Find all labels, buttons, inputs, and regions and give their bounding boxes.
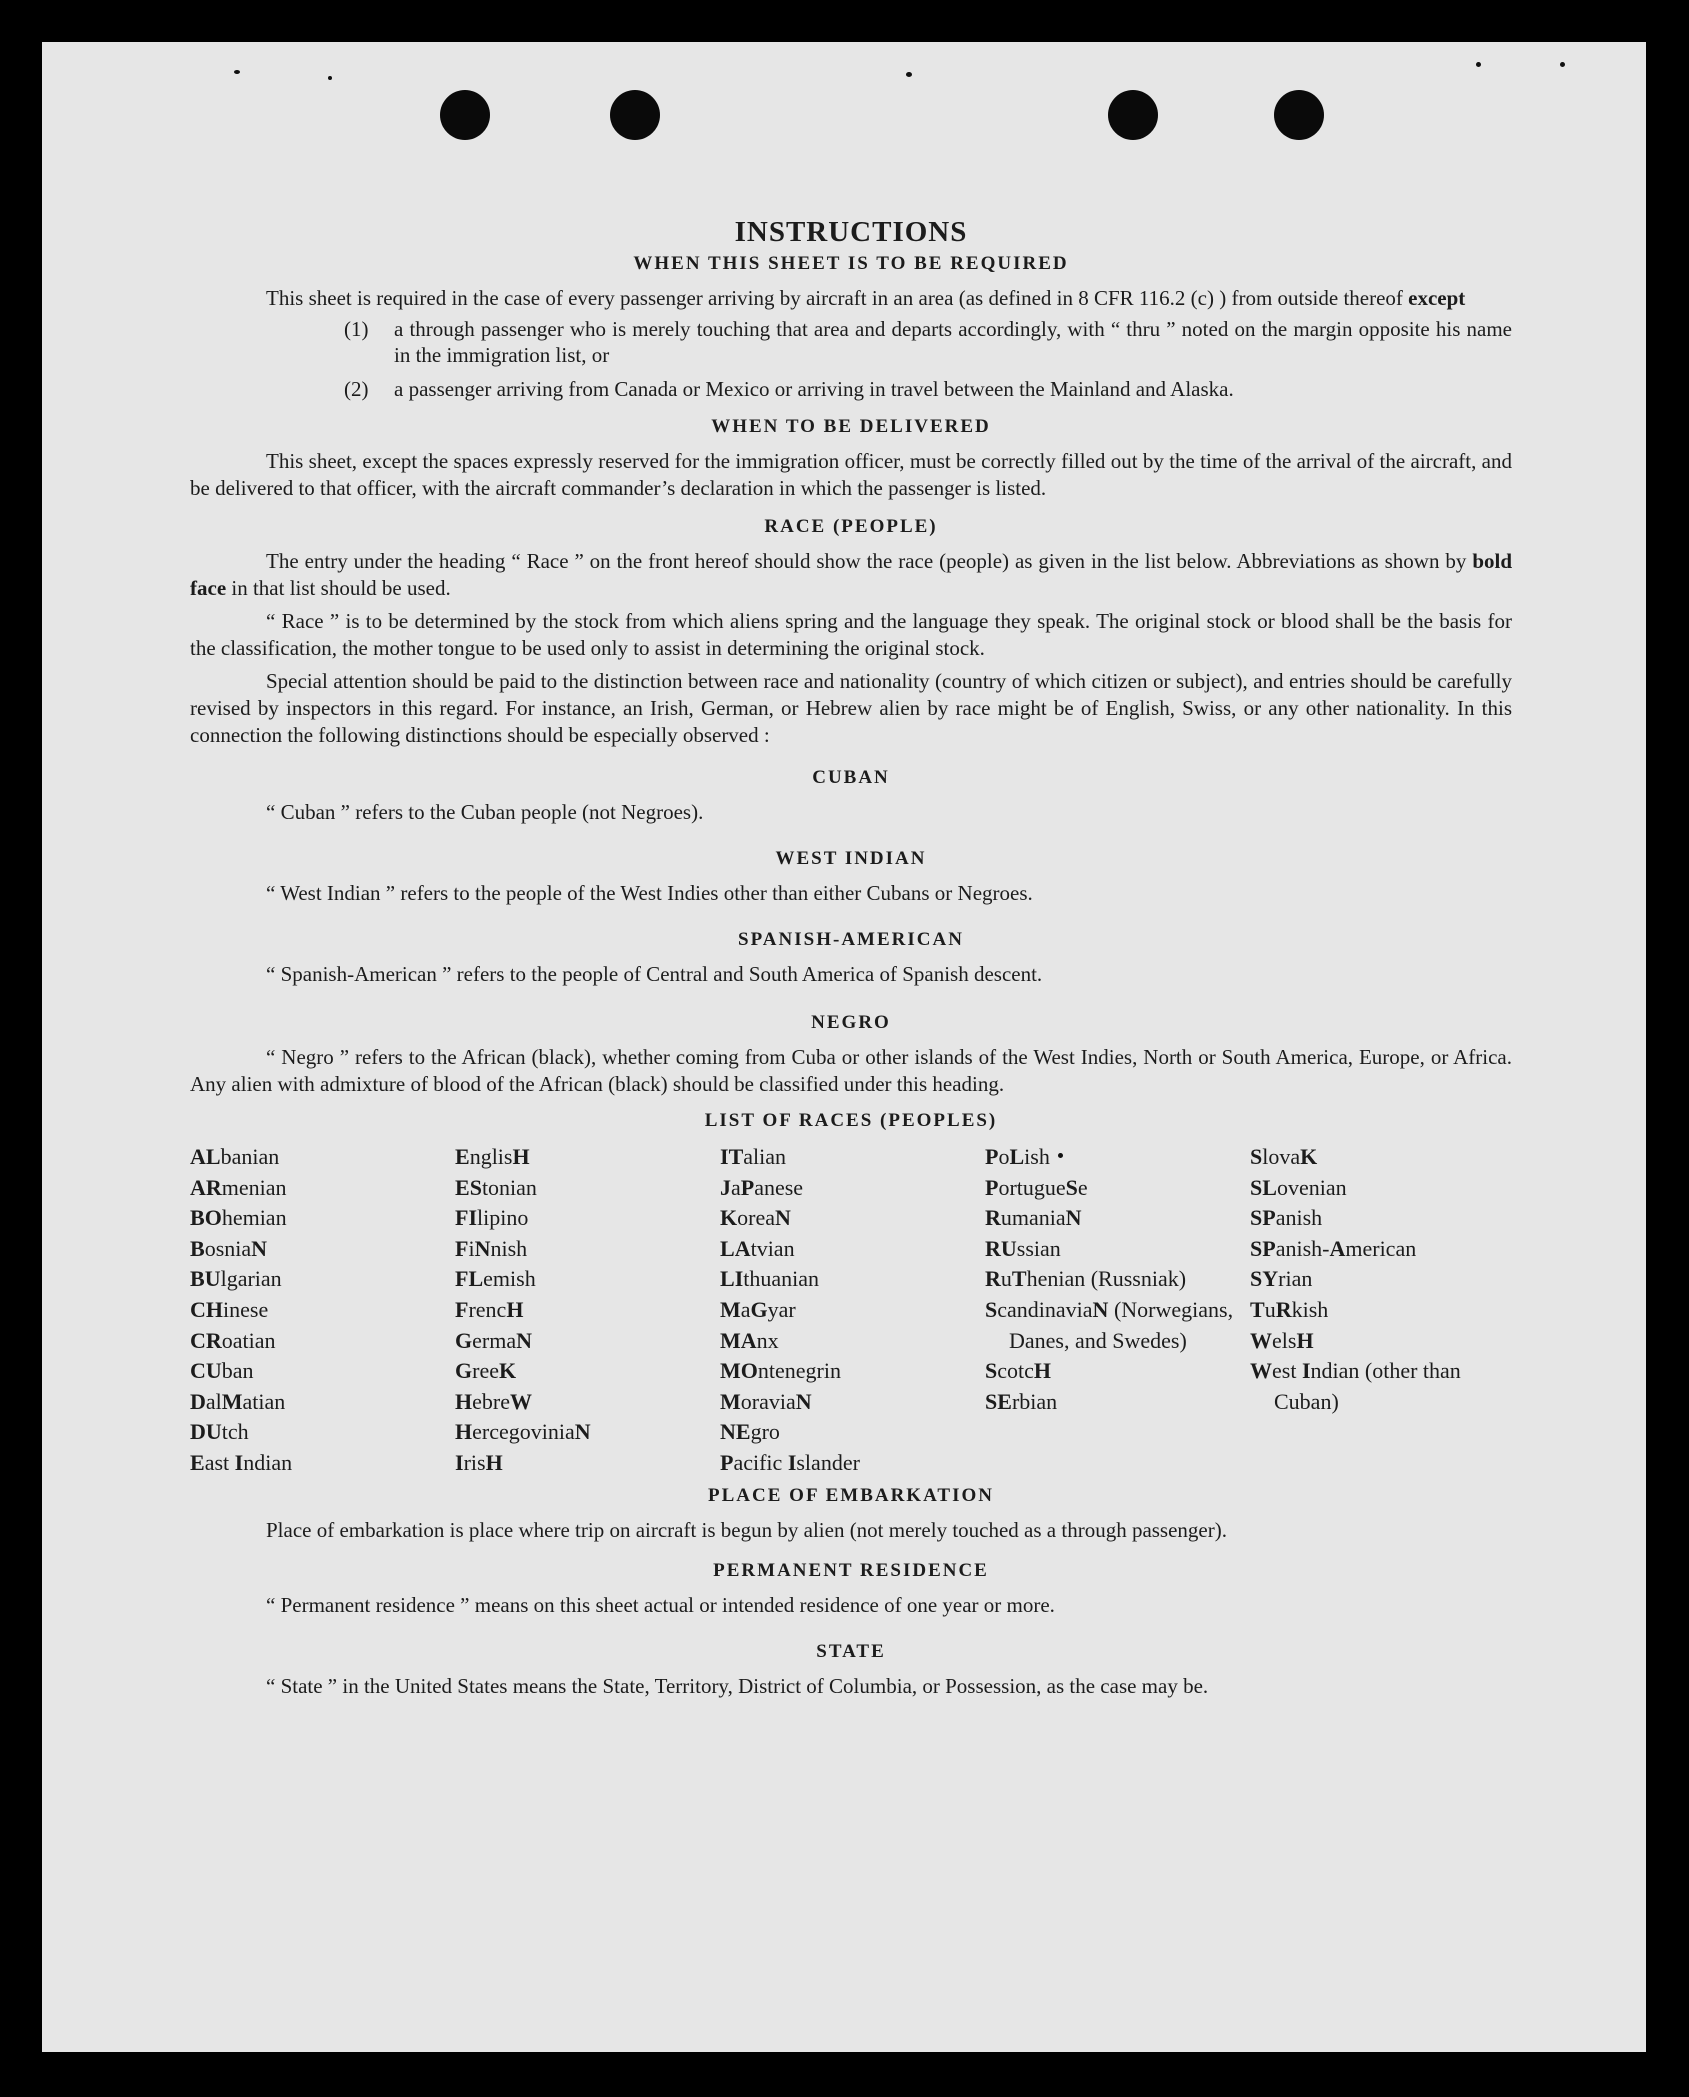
heading-west-indian: WEST INDIAN (775, 848, 927, 869)
race-entry: RumaniaN (985, 1205, 1082, 1231)
race-entry: DalMatian (190, 1388, 286, 1414)
races-column (720, 1142, 985, 1479)
punch-hole (1108, 90, 1158, 140)
punch-hole (610, 90, 660, 140)
race-entry: Pacific Islander (720, 1449, 860, 1475)
west-indian-text: “ West Indian ” refers to the people of the West Indies other than either Cubans or Negroes. (266, 881, 1033, 905)
heading-negro: NEGRO (811, 1012, 891, 1033)
heading-delivered: WHEN TO BE DELIVERED (711, 416, 991, 437)
race-entry: SPanish (1250, 1205, 1323, 1231)
speck (1560, 62, 1565, 67)
race-entry: JaPanese (720, 1174, 804, 1200)
race-entry: MOntenegrin (720, 1358, 841, 1384)
race-entry: LAtvian (720, 1235, 795, 1261)
races-list (190, 1142, 1512, 1479)
speck (1476, 62, 1481, 67)
heading-spanish-american: SPANISH-AMERICAN (738, 929, 964, 950)
race-entry: FLemish (455, 1266, 536, 1292)
race-entry: HercegoviniaN (455, 1419, 591, 1445)
race-entry: SErbian (985, 1388, 1058, 1414)
races-column (455, 1142, 720, 1479)
race-entry: LIthuanian (720, 1266, 820, 1292)
cuban-text: “ Cuban ” refers to the Cuban people (not Negroes). (266, 800, 704, 824)
race-entry: EnglisH (455, 1144, 530, 1169)
race-entry: PortugueSe (985, 1174, 1088, 1200)
race-entry: MaGyar (720, 1296, 796, 1322)
heading-state: STATE (816, 1640, 886, 1662)
race-entry: SLovenian (1250, 1174, 1347, 1200)
punch-hole (1274, 90, 1324, 140)
race-entry: HebreW (455, 1388, 532, 1414)
races-column (1250, 1142, 1470, 1479)
race-entry: EStonian (455, 1174, 537, 1200)
required-intro: This sheet is required in the case of every passenger arriving by aircraft in an area (as defined in 8 CFR 116.2 (c) ) from outside thereof except (266, 286, 1466, 310)
speck (906, 72, 912, 77)
race-entry: West Indian (other than Cuban) (1250, 1358, 1461, 1414)
race-entry: East Indian (190, 1449, 293, 1475)
required-item-2: (2) a passenger arriving from Canada or Mexico or arriving in travel between the Mainland and Alaska. (344, 377, 1234, 401)
race-paragraph-1: The entry under the heading “ Race ” on the front hereof should show the race (people) as given in the list below. Abbreviations as shown by bold face in that list should be used. (190, 549, 1513, 600)
race-entry: SYrian (1250, 1266, 1313, 1292)
race-entry: IrisH (455, 1449, 503, 1475)
embarkation-text: Place of embarkation is place where trip on aircraft is begun by alien (not merely touched as a through passenger). (266, 1517, 1227, 1542)
delivered-text: This sheet, except the spaces expressly reserved for the immigration officer, must be correctly filled out by the time of the arrival of the aircraft, and be delivered to that officer, with the aircraft commander’s declaration in which the passenger is listed. (190, 449, 1512, 500)
heading-race: RACE (PEOPLE) (764, 516, 938, 537)
race-entry: GreeK (455, 1358, 517, 1384)
race-entry: DUtch (190, 1419, 249, 1445)
race-entry: SlovaK (1250, 1144, 1318, 1169)
race-entry: ScotcH (985, 1358, 1052, 1384)
race-entry: CHinese (190, 1296, 269, 1322)
race-entry: CUban (190, 1358, 254, 1384)
race-entry: MAnx (720, 1327, 779, 1353)
race-entry: PoLish (985, 1144, 1050, 1169)
race-entry: ARmenian (190, 1174, 287, 1200)
race-entry: GermaN (455, 1327, 532, 1353)
race-entry: MoraviaN (720, 1388, 812, 1414)
required-item-1: (1) a through passenger who is merely touching that area and departs accordingly, with “ thru ” noted on the margin opposite his name in the immigration list, or (344, 317, 1512, 367)
speck (328, 76, 332, 80)
race-entry: SPanish-American (1250, 1235, 1417, 1261)
heading-list-of-races: LIST OF RACES (PEOPLES) (704, 1110, 998, 1131)
race-entry: ScandinaviaN (Norwegians, Danes, and Swedes) (985, 1296, 1234, 1353)
race-entry: WelsH (1250, 1327, 1314, 1353)
race-entry: BosniaN (190, 1235, 268, 1261)
race-entry: ALbanian (190, 1144, 280, 1169)
race-entry: BUlgarian (190, 1266, 282, 1292)
race-entry: CRoatian (190, 1327, 276, 1353)
heading-required: WHEN THIS SHEET IS TO BE REQUIRED (633, 253, 1069, 274)
race-paragraph-3: Special attention should be paid to the distinction between race and nationality (country of which citizen or subject), and entries should be carefully revised by inspectors in this regard. For instance, an Irish, German, or Hebrew alien by race might be of English, Swiss, or any other nationality. In this connection the following distinctions should be especially observed : (190, 669, 1512, 747)
race-entry: ITalian (720, 1144, 787, 1169)
heading-cuban: CUBAN (812, 767, 890, 788)
instructions-content (190, 170, 1512, 1700)
page-title: INSTRUCTIONS (734, 216, 968, 248)
race-entry: TuRkish (1250, 1296, 1329, 1322)
race-entry: NEgro (720, 1419, 780, 1445)
negro-text: “ Negro ” refers to the African (black), whether coming from Cuba or other islands of the West Indies, North or South America, Europe, or Africa. Any alien with admixture of blood of the African (black) should be classified under this heading. (190, 1045, 1512, 1096)
document-sheet (42, 42, 1646, 2052)
race-entry: KoreaN (720, 1205, 791, 1231)
race-entry: RuThenian (Russniak) (985, 1266, 1187, 1292)
spanish-american-text: “ Spanish-American ” refers to the people of Central and South America of Spanish descent. (266, 962, 1043, 986)
state-text: “ State ” in the United States means the State, Territory, District of Columbia, or Possession, as the case may be. (266, 1673, 1209, 1698)
race-entry: FrencH (455, 1296, 524, 1322)
race-entry: FIlipino (455, 1205, 529, 1231)
races-column (190, 1142, 455, 1479)
speck (234, 70, 240, 74)
heading-embarkation: PLACE OF EMBARKATION (708, 1484, 994, 1506)
race-paragraph-2: “ Race ” is to be determined by the stock from which aliens spring and the language they speak. The original stock or blood shall be the basis for the classification, the mother tongue to be used only to assist in determining the original stock. (190, 609, 1512, 660)
races-column (985, 1142, 1250, 1479)
heading-permanent-residence: PERMANENT RESIDENCE (713, 1559, 989, 1581)
race-entry: RUssian (985, 1235, 1061, 1261)
permanent-residence-text: “ Permanent residence ” means on this sheet actual or intended residence of one year or more. (266, 1592, 1055, 1617)
race-entry: FiNnish (455, 1235, 528, 1261)
punch-hole (440, 90, 490, 140)
race-entry: BOhemian (190, 1205, 287, 1231)
